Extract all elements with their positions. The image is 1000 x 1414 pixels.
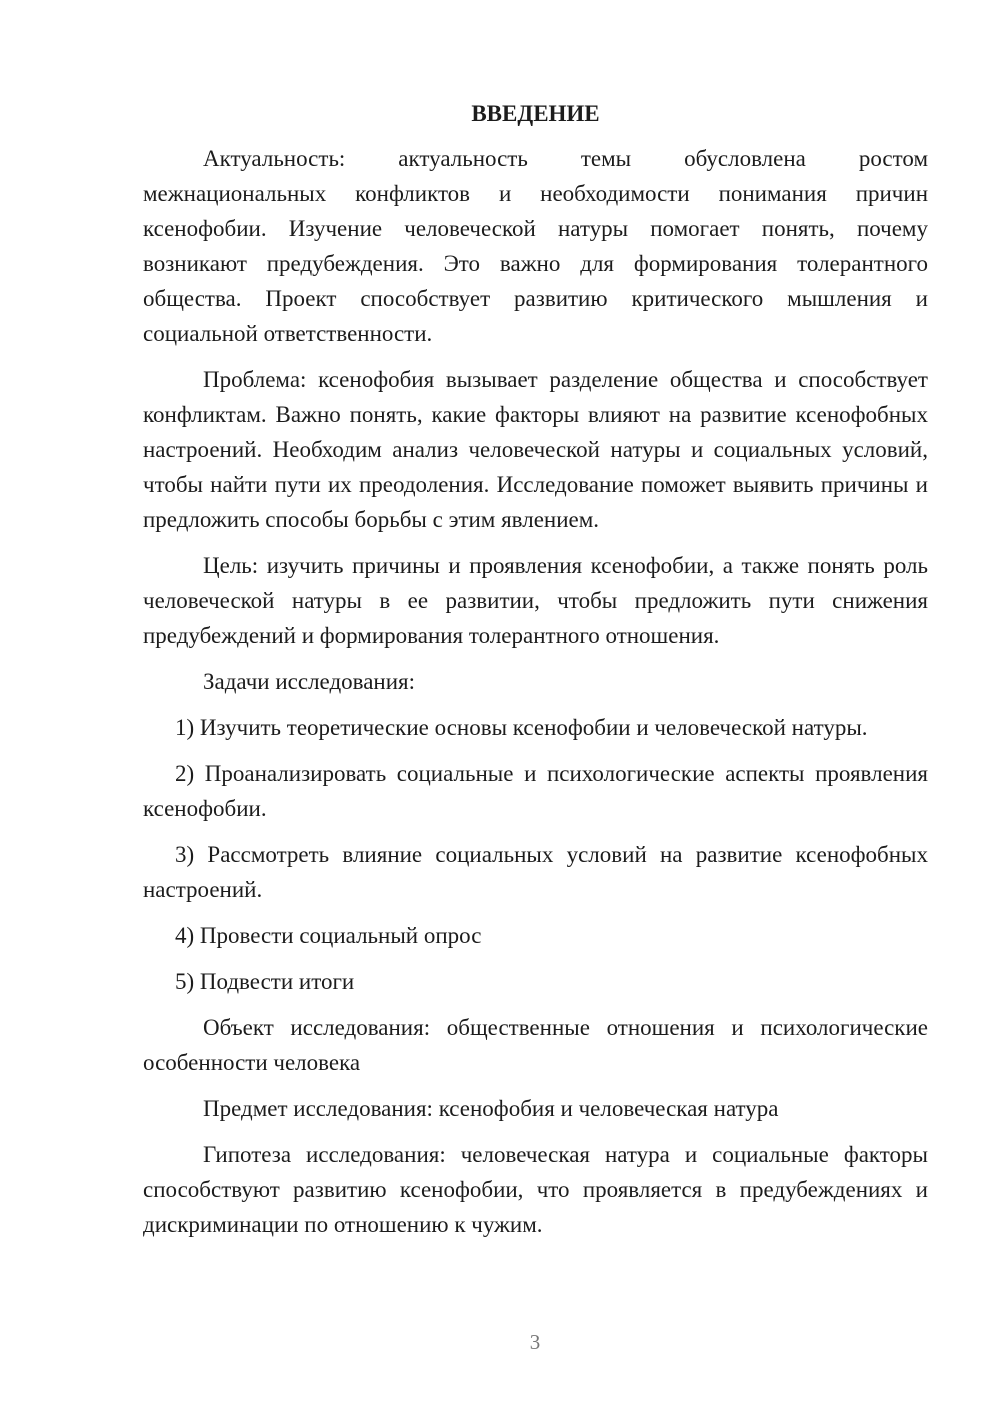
page-content	[143, 96, 928, 1253]
task-item-1: 1) Изучить теоретические основы ксенофобии и человеческой натуры.	[175, 715, 868, 740]
problem-paragraph: Проблема: ксенофобия вызывает разделение общества и способствует конфликтам. Важно понять, какие факторы влияют на развитие ксенофобных настроений. Необходим анализ человеческой натуры и социальных условий, чтобы найти пути их преодоления. Исследование поможет выявить причины и предложить способы борьбы с этим явлением.	[143, 367, 928, 532]
relevance-paragraph: Актуальность: актуальность темы обусловлена ростом межнациональных конфликтов и необходимости понимания причин ксенофобии. Изучение человеческой натуры помогает понять, почему возникают предубеждения. Это важно для формирования толерантного общества. Проект способствует развитию критического мышления и социальной ответственности.	[143, 146, 928, 346]
object-paragraph: Объект исследования: общественные отношения и психологические особенности человека	[143, 1015, 928, 1075]
tasks-heading: Задачи исследования:	[203, 669, 416, 694]
task-item-2: 2) Проанализировать социальные и психологические аспекты проявления ксенофобии.	[143, 761, 928, 821]
task-item-3: 3) Рассмотреть влияние социальных условий на развитие ксенофобных настроений.	[143, 842, 928, 902]
subject-paragraph: Предмет исследования: ксенофобия и человеческая натура	[203, 1096, 779, 1121]
task-item-4: 4) Провести социальный опрос	[175, 923, 482, 948]
task-item-5: 5) Подвести итоги	[175, 969, 355, 994]
section-title: ВВЕДЕНИЕ	[471, 101, 600, 126]
goal-paragraph: Цель: изучить причины и проявления ксенофобии, а также понять роль человеческой натуры в ее развитии, чтобы предложить пути снижения предубеждений и формирования толерантного отношения.	[143, 553, 928, 648]
page-number: 3	[529, 1330, 541, 1354]
hypothesis-paragraph: Гипотеза исследования: человеческая натура и социальные факторы способствуют развитию ксенофобии, что проявляется в предубеждениях и дискриминации по отношению к чужим.	[143, 1142, 928, 1237]
